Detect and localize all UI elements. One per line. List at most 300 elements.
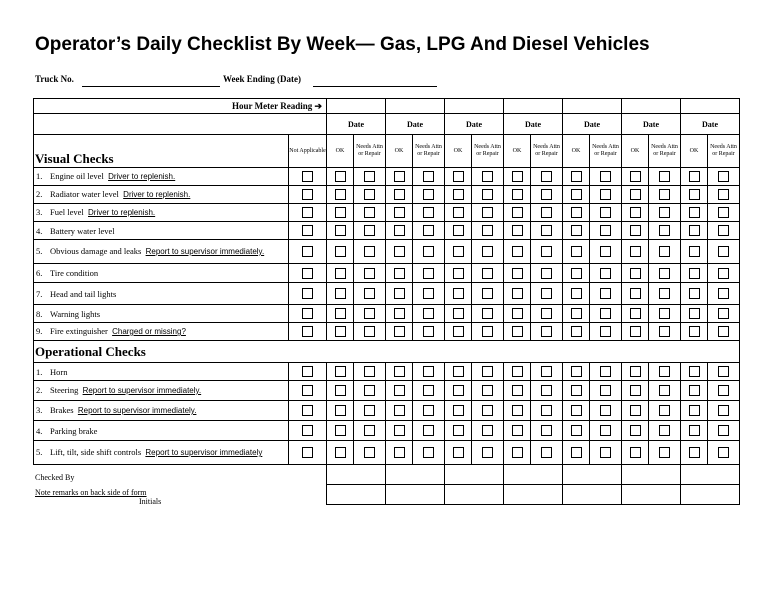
checkbox[interactable] bbox=[541, 207, 552, 218]
checkbox[interactable] bbox=[541, 425, 552, 436]
checkbox[interactable] bbox=[302, 385, 313, 396]
checkbox[interactable] bbox=[394, 425, 405, 436]
checkbox[interactable] bbox=[659, 171, 670, 182]
checkbox[interactable] bbox=[512, 425, 523, 436]
checkbox[interactable] bbox=[630, 268, 641, 279]
checkbox[interactable] bbox=[659, 288, 670, 299]
checkbox[interactable] bbox=[512, 405, 523, 416]
checkbox-cell bbox=[622, 323, 649, 341]
checkbox[interactable] bbox=[335, 246, 346, 257]
checkbox[interactable] bbox=[482, 288, 493, 299]
checkbox-cell bbox=[563, 168, 590, 186]
checkbox[interactable] bbox=[689, 225, 700, 236]
checkbox[interactable] bbox=[394, 207, 405, 218]
checkbox[interactable] bbox=[718, 225, 729, 236]
checkbox[interactable] bbox=[600, 246, 611, 257]
checkbox-cell bbox=[649, 363, 681, 381]
checkbox-cell bbox=[590, 264, 622, 283]
checkbox[interactable] bbox=[718, 366, 729, 377]
checkbox-cell bbox=[504, 305, 531, 323]
checked-by-cell[interactable] bbox=[386, 465, 445, 485]
checkbox[interactable] bbox=[394, 246, 405, 257]
checkbox[interactable] bbox=[659, 207, 670, 218]
checked-by-cell[interactable] bbox=[563, 465, 622, 485]
checkbox[interactable] bbox=[512, 246, 523, 257]
checkbox[interactable] bbox=[718, 268, 729, 279]
checkbox-cell bbox=[590, 222, 622, 240]
checkbox[interactable] bbox=[659, 308, 670, 319]
checkbox-cell bbox=[563, 222, 590, 240]
item-instruction: Driver to replenish. bbox=[108, 172, 176, 181]
checkbox[interactable] bbox=[718, 171, 729, 182]
checkbox[interactable] bbox=[364, 207, 375, 218]
checkbox[interactable] bbox=[630, 246, 641, 257]
checkbox[interactable] bbox=[571, 288, 582, 299]
checkbox[interactable] bbox=[335, 225, 346, 236]
checkbox[interactable] bbox=[600, 308, 611, 319]
checkbox[interactable] bbox=[302, 308, 313, 319]
checkbox[interactable] bbox=[302, 207, 313, 218]
checkbox[interactable] bbox=[394, 405, 405, 416]
initials-cell[interactable] bbox=[386, 485, 445, 505]
checkbox[interactable] bbox=[571, 425, 582, 436]
checkbox[interactable] bbox=[335, 288, 346, 299]
checkbox[interactable] bbox=[689, 447, 700, 458]
checkbox[interactable] bbox=[600, 268, 611, 279]
checkbox[interactable] bbox=[600, 326, 611, 337]
checked-by-cell[interactable] bbox=[327, 465, 386, 485]
checkbox-cell bbox=[413, 240, 445, 264]
checkbox[interactable] bbox=[335, 366, 346, 377]
checkbox[interactable] bbox=[453, 425, 464, 436]
item-number: 7. bbox=[36, 288, 43, 299]
checkbox[interactable] bbox=[571, 385, 582, 396]
hour-meter-cell[interactable] bbox=[504, 99, 563, 114]
checkbox[interactable] bbox=[335, 171, 346, 182]
checkbox[interactable] bbox=[364, 308, 375, 319]
checkbox[interactable] bbox=[335, 308, 346, 319]
checkbox[interactable] bbox=[335, 385, 346, 396]
checkbox[interactable] bbox=[482, 207, 493, 218]
checkbox[interactable] bbox=[600, 189, 611, 200]
checkbox[interactable] bbox=[689, 171, 700, 182]
checkbox[interactable] bbox=[541, 326, 552, 337]
checkbox[interactable] bbox=[512, 189, 523, 200]
initials-cell[interactable] bbox=[622, 485, 681, 505]
checkbox[interactable] bbox=[364, 425, 375, 436]
checkbox-cell bbox=[708, 204, 740, 222]
checkbox-cell bbox=[445, 186, 472, 204]
checkbox[interactable] bbox=[541, 385, 552, 396]
checkbox[interactable] bbox=[541, 189, 552, 200]
checkbox[interactable] bbox=[541, 171, 552, 182]
checkbox[interactable] bbox=[600, 425, 611, 436]
checkbox[interactable] bbox=[302, 447, 313, 458]
checkbox[interactable] bbox=[689, 326, 700, 337]
checkbox[interactable] bbox=[482, 189, 493, 200]
checkbox-cell bbox=[472, 381, 504, 401]
checkbox[interactable] bbox=[453, 405, 464, 416]
checkbox[interactable] bbox=[512, 171, 523, 182]
checkbox[interactable] bbox=[718, 405, 729, 416]
checkbox[interactable] bbox=[302, 225, 313, 236]
checkbox[interactable] bbox=[659, 405, 670, 416]
checkbox[interactable] bbox=[541, 288, 552, 299]
checkbox[interactable] bbox=[453, 207, 464, 218]
checkbox[interactable] bbox=[689, 366, 700, 377]
checkbox[interactable] bbox=[541, 268, 552, 279]
checkbox[interactable] bbox=[394, 288, 405, 299]
checkbox[interactable] bbox=[453, 189, 464, 200]
needs-repair-header: Needs Attn or Repair bbox=[590, 135, 622, 168]
checkbox[interactable] bbox=[718, 189, 729, 200]
checkbox[interactable] bbox=[718, 385, 729, 396]
checkbox[interactable] bbox=[659, 425, 670, 436]
checkbox[interactable] bbox=[512, 268, 523, 279]
checkbox[interactable] bbox=[364, 447, 375, 458]
checkbox[interactable] bbox=[302, 366, 313, 377]
checkbox[interactable] bbox=[659, 246, 670, 257]
initials-cell[interactable] bbox=[504, 485, 563, 505]
checkbox-cell bbox=[531, 381, 563, 401]
checkbox[interactable] bbox=[659, 447, 670, 458]
checkbox[interactable] bbox=[512, 326, 523, 337]
checkbox[interactable] bbox=[482, 385, 493, 396]
checkbox[interactable] bbox=[335, 268, 346, 279]
item-number: 9. bbox=[36, 326, 43, 336]
hour-meter-cell[interactable] bbox=[563, 99, 622, 114]
checkbox[interactable] bbox=[630, 171, 641, 182]
checkbox[interactable] bbox=[423, 207, 434, 218]
truck-number-label: Truck No. bbox=[35, 74, 74, 84]
checkbox-cell bbox=[531, 421, 563, 441]
checkbox-cell bbox=[649, 323, 681, 341]
checkbox[interactable] bbox=[541, 246, 552, 257]
checkbox[interactable] bbox=[423, 268, 434, 279]
checkbox[interactable] bbox=[541, 405, 552, 416]
checkbox[interactable] bbox=[689, 189, 700, 200]
checkbox[interactable] bbox=[512, 225, 523, 236]
checklist-item bbox=[34, 401, 289, 421]
checkbox[interactable] bbox=[364, 268, 375, 279]
checkbox-cell bbox=[386, 204, 413, 222]
checkbox[interactable] bbox=[689, 385, 700, 396]
checkbox-cell bbox=[681, 222, 708, 240]
checkbox[interactable] bbox=[600, 288, 611, 299]
checkbox[interactable] bbox=[630, 225, 641, 236]
checkbox[interactable] bbox=[453, 225, 464, 236]
page-title: Operator’s Daily Checklist By Week— Gas, LPG And Diesel Vehicles bbox=[35, 34, 650, 55]
checkbox[interactable] bbox=[453, 385, 464, 396]
checkbox[interactable] bbox=[600, 447, 611, 458]
truck-number-field[interactable] bbox=[82, 86, 220, 87]
checkbox[interactable] bbox=[482, 366, 493, 377]
checkbox[interactable] bbox=[423, 366, 434, 377]
checkbox[interactable] bbox=[364, 326, 375, 337]
checkbox[interactable] bbox=[453, 171, 464, 182]
checkbox-cell bbox=[327, 363, 354, 381]
checkbox[interactable] bbox=[630, 207, 641, 218]
ok-header: OK bbox=[445, 135, 472, 168]
checkbox[interactable] bbox=[423, 171, 434, 182]
checkbox[interactable] bbox=[364, 288, 375, 299]
checkbox[interactable] bbox=[718, 288, 729, 299]
checkbox-cell bbox=[327, 323, 354, 341]
checkbox[interactable] bbox=[718, 425, 729, 436]
checkbox-cell bbox=[681, 401, 708, 421]
checkbox[interactable] bbox=[453, 447, 464, 458]
checkbox[interactable] bbox=[689, 246, 700, 257]
checkbox[interactable] bbox=[571, 366, 582, 377]
checkbox[interactable] bbox=[600, 225, 611, 236]
checkbox[interactable] bbox=[630, 405, 641, 416]
checkbox[interactable] bbox=[541, 308, 552, 319]
checkbox[interactable] bbox=[689, 425, 700, 436]
checkbox[interactable] bbox=[630, 288, 641, 299]
initials-cell[interactable] bbox=[681, 485, 740, 505]
checkbox[interactable] bbox=[571, 405, 582, 416]
hour-meter-cell[interactable] bbox=[386, 99, 445, 114]
checkbox[interactable] bbox=[302, 189, 313, 200]
checkbox[interactable] bbox=[571, 246, 582, 257]
checkbox[interactable] bbox=[335, 326, 346, 337]
checkbox[interactable] bbox=[423, 405, 434, 416]
checkbox[interactable] bbox=[482, 326, 493, 337]
checkbox[interactable] bbox=[394, 447, 405, 458]
checklist-item bbox=[34, 240, 289, 264]
checkbox[interactable] bbox=[364, 171, 375, 182]
checkbox[interactable] bbox=[394, 366, 405, 377]
checkbox[interactable] bbox=[453, 326, 464, 337]
checkbox-cell bbox=[622, 363, 649, 381]
checkbox[interactable] bbox=[482, 225, 493, 236]
checkbox[interactable] bbox=[394, 385, 405, 396]
checkbox[interactable] bbox=[302, 405, 313, 416]
checkbox-cell bbox=[681, 441, 708, 465]
checked-by-cell[interactable] bbox=[681, 465, 740, 485]
checkbox[interactable] bbox=[302, 425, 313, 436]
checkbox[interactable] bbox=[394, 225, 405, 236]
checkbox[interactable] bbox=[571, 207, 582, 218]
checkbox[interactable] bbox=[630, 308, 641, 319]
checkbox[interactable] bbox=[630, 189, 641, 200]
checked-by-label: Checked By bbox=[35, 473, 75, 482]
checkbox[interactable] bbox=[302, 326, 313, 337]
checkbox[interactable] bbox=[453, 288, 464, 299]
checkbox[interactable] bbox=[364, 225, 375, 236]
checkbox[interactable] bbox=[423, 225, 434, 236]
checkbox[interactable] bbox=[302, 246, 313, 257]
checkbox-cell bbox=[445, 168, 472, 186]
item-label: Parking brake bbox=[50, 425, 98, 436]
checkbox[interactable] bbox=[302, 171, 313, 182]
date-header: Date bbox=[327, 114, 386, 135]
checkbox[interactable] bbox=[630, 447, 641, 458]
date-header: Date bbox=[386, 114, 445, 135]
checkbox[interactable] bbox=[571, 189, 582, 200]
hour-meter-cell[interactable] bbox=[622, 99, 681, 114]
checkbox[interactable] bbox=[482, 425, 493, 436]
checkbox[interactable] bbox=[600, 366, 611, 377]
checkbox[interactable] bbox=[394, 189, 405, 200]
checkbox[interactable] bbox=[482, 246, 493, 257]
checkbox[interactable] bbox=[659, 225, 670, 236]
checkbox-cell bbox=[327, 283, 354, 305]
checkbox[interactable] bbox=[453, 308, 464, 319]
checkbox[interactable] bbox=[600, 207, 611, 218]
checkbox[interactable] bbox=[718, 447, 729, 458]
checkbox[interactable] bbox=[718, 207, 729, 218]
checkbox[interactable] bbox=[571, 308, 582, 319]
checkbox[interactable] bbox=[335, 189, 346, 200]
checkbox[interactable] bbox=[364, 405, 375, 416]
initials-cell[interactable] bbox=[327, 485, 386, 505]
checkbox-cell bbox=[590, 204, 622, 222]
checkbox[interactable] bbox=[718, 326, 729, 337]
checkbox-cell bbox=[386, 363, 413, 381]
checkbox[interactable] bbox=[423, 447, 434, 458]
checked-by-cell[interactable] bbox=[445, 465, 504, 485]
checkbox[interactable] bbox=[630, 385, 641, 396]
initials-cell[interactable] bbox=[563, 485, 622, 505]
hour-meter-cell[interactable] bbox=[445, 99, 504, 114]
checkbox[interactable] bbox=[423, 189, 434, 200]
checkbox[interactable] bbox=[482, 268, 493, 279]
checkbox[interactable] bbox=[689, 308, 700, 319]
checkbox-cell bbox=[354, 240, 386, 264]
checkbox[interactable] bbox=[571, 447, 582, 458]
checkbox[interactable] bbox=[394, 326, 405, 337]
item-label: Lift, tilt, side shift controls bbox=[50, 447, 142, 457]
hour-meter-cell[interactable] bbox=[327, 99, 386, 114]
checkbox-cell bbox=[531, 168, 563, 186]
checkbox[interactable] bbox=[423, 246, 434, 257]
checkbox[interactable] bbox=[659, 326, 670, 337]
checkbox-cell bbox=[413, 441, 445, 465]
checkbox[interactable] bbox=[302, 288, 313, 299]
checkbox-cell bbox=[386, 264, 413, 283]
checkbox[interactable] bbox=[659, 268, 670, 279]
checked-by-cell[interactable] bbox=[622, 465, 681, 485]
checkbox[interactable] bbox=[364, 189, 375, 200]
checkbox[interactable] bbox=[571, 171, 582, 182]
checkbox[interactable] bbox=[364, 366, 375, 377]
checkbox[interactable] bbox=[689, 288, 700, 299]
checkbox[interactable] bbox=[423, 326, 434, 337]
item-number: 6. bbox=[36, 268, 43, 278]
checkbox[interactable] bbox=[689, 207, 700, 218]
checkbox-cell bbox=[681, 381, 708, 401]
checkbox-cell bbox=[289, 401, 327, 421]
checkbox[interactable] bbox=[302, 268, 313, 279]
checkbox[interactable] bbox=[335, 207, 346, 218]
checkbox[interactable] bbox=[659, 385, 670, 396]
checkbox-cell bbox=[531, 305, 563, 323]
checkbox[interactable] bbox=[482, 308, 493, 319]
checkbox[interactable] bbox=[600, 385, 611, 396]
checkbox[interactable] bbox=[453, 268, 464, 279]
checkbox-cell bbox=[531, 323, 563, 341]
checkbox[interactable] bbox=[482, 405, 493, 416]
checkbox[interactable] bbox=[453, 366, 464, 377]
checkbox-cell bbox=[289, 264, 327, 283]
checkbox[interactable] bbox=[512, 288, 523, 299]
checklist-item bbox=[34, 305, 289, 323]
checked-by-cell[interactable] bbox=[504, 465, 563, 485]
checkbox[interactable] bbox=[482, 447, 493, 458]
checkbox[interactable] bbox=[600, 171, 611, 182]
checkbox[interactable] bbox=[512, 447, 523, 458]
checkbox[interactable] bbox=[600, 405, 611, 416]
checkbox[interactable] bbox=[541, 366, 552, 377]
checkbox[interactable] bbox=[394, 171, 405, 182]
initials-cell[interactable] bbox=[445, 485, 504, 505]
checkbox-cell bbox=[622, 186, 649, 204]
checkbox[interactable] bbox=[453, 246, 464, 257]
checkbox-cell bbox=[504, 222, 531, 240]
checkbox[interactable] bbox=[335, 425, 346, 436]
item-instruction: Report to supervisor immediately. bbox=[145, 247, 265, 256]
week-ending-field[interactable] bbox=[313, 86, 437, 87]
checkbox[interactable] bbox=[512, 385, 523, 396]
checkbox[interactable] bbox=[659, 366, 670, 377]
hour-meter-label: Hour Meter Reading ➔ bbox=[34, 99, 327, 114]
checkbox[interactable] bbox=[659, 189, 670, 200]
checkbox-cell bbox=[563, 240, 590, 264]
checkbox[interactable] bbox=[423, 425, 434, 436]
checkbox[interactable] bbox=[718, 308, 729, 319]
item-number: 1. bbox=[36, 171, 43, 181]
checkbox[interactable] bbox=[571, 225, 582, 236]
checkbox[interactable] bbox=[394, 308, 405, 319]
checkbox[interactable] bbox=[512, 366, 523, 377]
checkbox[interactable] bbox=[630, 425, 641, 436]
checkbox[interactable] bbox=[482, 171, 493, 182]
checkbox[interactable] bbox=[335, 447, 346, 458]
checkbox[interactable] bbox=[512, 207, 523, 218]
checkbox[interactable] bbox=[571, 326, 582, 337]
checkbox-cell bbox=[354, 305, 386, 323]
checklist-table bbox=[33, 98, 740, 505]
checkbox[interactable] bbox=[571, 268, 582, 279]
checkbox-cell bbox=[354, 323, 386, 341]
checkbox-cell bbox=[472, 283, 504, 305]
checkbox[interactable] bbox=[364, 246, 375, 257]
checkbox[interactable] bbox=[394, 268, 405, 279]
checkbox[interactable] bbox=[718, 246, 729, 257]
checkbox-cell bbox=[413, 283, 445, 305]
checkbox[interactable] bbox=[512, 308, 523, 319]
checkbox[interactable] bbox=[689, 268, 700, 279]
hour-meter-cell[interactable] bbox=[681, 99, 740, 114]
item-label: Tire condition bbox=[50, 268, 99, 278]
checkbox[interactable] bbox=[689, 405, 700, 416]
checkbox-cell bbox=[354, 363, 386, 381]
checkbox[interactable] bbox=[423, 288, 434, 299]
checkbox[interactable] bbox=[541, 447, 552, 458]
checkbox[interactable] bbox=[335, 405, 346, 416]
checkbox[interactable] bbox=[423, 308, 434, 319]
checkbox[interactable] bbox=[630, 326, 641, 337]
checkbox[interactable] bbox=[630, 366, 641, 377]
checkbox[interactable] bbox=[423, 385, 434, 396]
checkbox-cell bbox=[413, 186, 445, 204]
checkbox[interactable] bbox=[541, 225, 552, 236]
operational-checks-title: Operational Checks bbox=[34, 341, 740, 363]
checkbox-cell bbox=[445, 283, 472, 305]
checkbox[interactable] bbox=[364, 385, 375, 396]
item-instruction: Charged or missing? bbox=[112, 327, 186, 336]
